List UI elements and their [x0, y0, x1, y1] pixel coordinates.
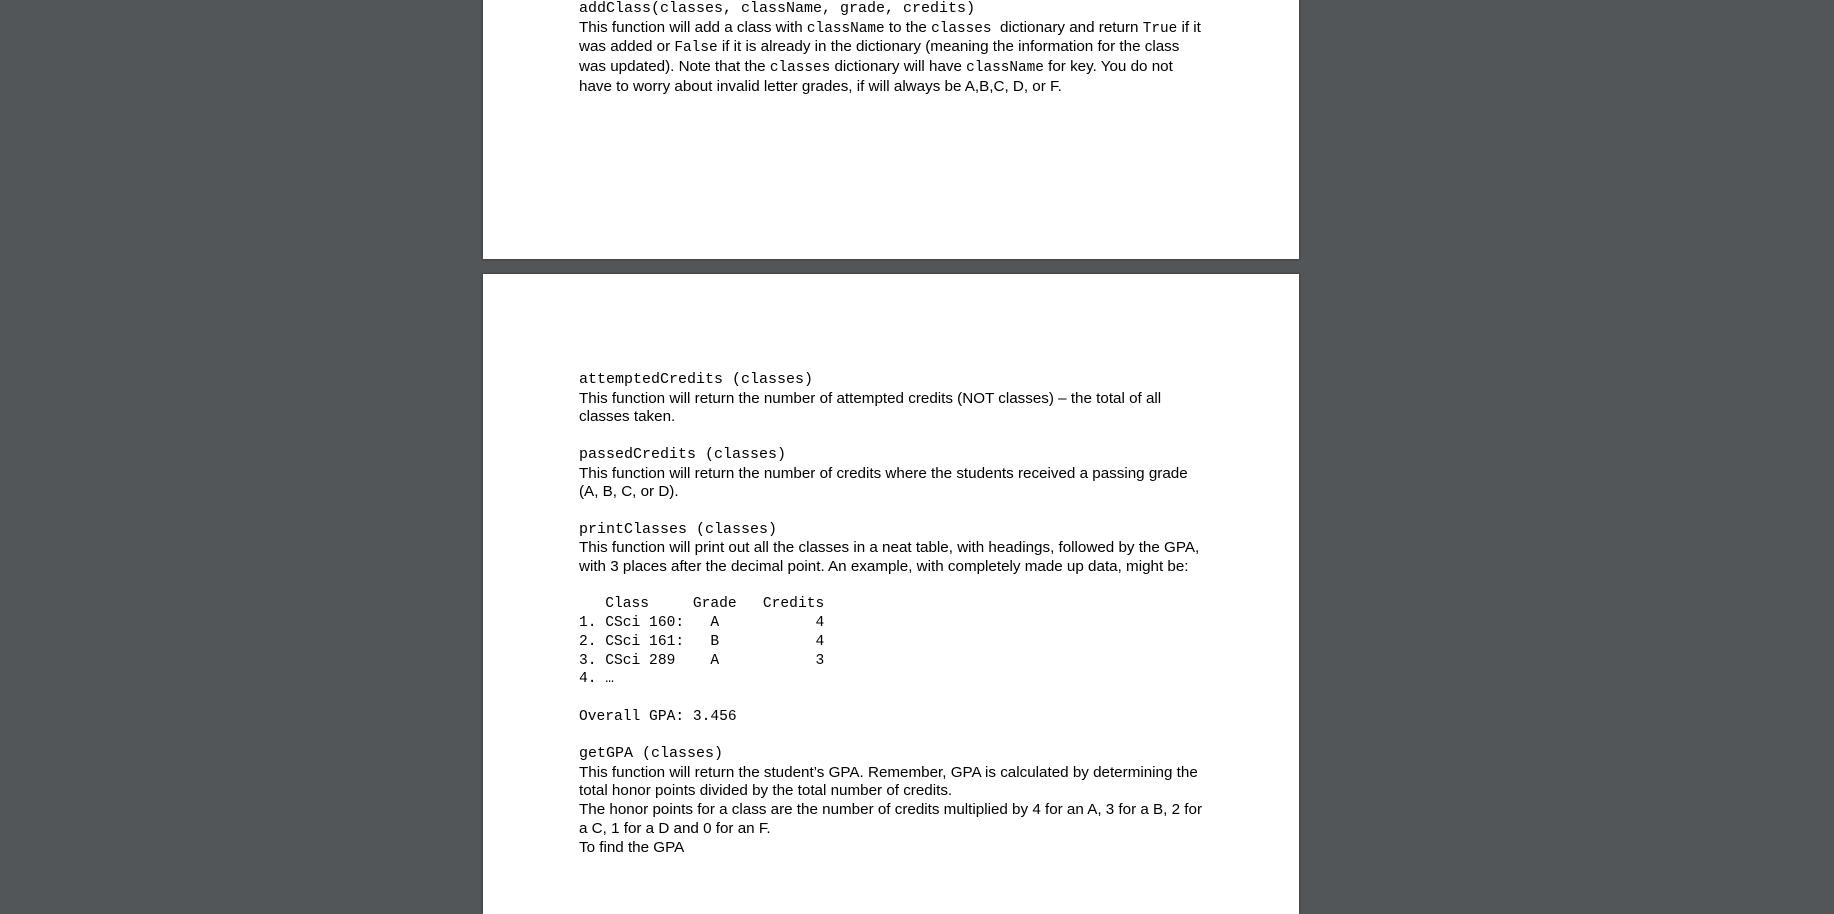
get-gpa-signature: getGPA (classes): [579, 744, 724, 762]
page-2-content: [579, 371, 1209, 857]
attempted-credits-signature: attemptedCredits (classes): [579, 371, 814, 388]
code-run: classes: [769, 60, 831, 77]
spacer: [579, 577, 1209, 596]
passed-credits-description: This function will return the number of credits where the students received a passing grade (A, B, C, or D).: [579, 464, 1188, 501]
attempted-credits-description: This function will return the number of attempted credits (NOT classes) – the total of all classes taken.: [579, 389, 1162, 426]
overall-gpa-line: Overall GPA: 3.456: [579, 708, 737, 725]
find-gpa-text: To find the GPA: [579, 838, 685, 856]
addclass-signature: addClass(classes, className, grade, credits): [579, 0, 976, 17]
get-gpa-description: This function will return the student’s GPA. Remember, GPA is calculated by determining the total honor points divided by the total number of credits.: [579, 763, 1198, 800]
text-run: to the: [884, 18, 932, 36]
spacer: [579, 689, 1209, 708]
code-run: className: [806, 20, 885, 37]
code-run: classes: [931, 20, 992, 37]
passed-credits-signature: passedCredits (classes): [579, 445, 787, 463]
spacer: [579, 502, 1209, 521]
print-classes-description: This function will print out all the classes in a neat table, with headings, followed by the GPA, with 3 places after the decimal point. An example, with completely made up data, might be:: [579, 539, 1200, 575]
document-page-2: [483, 274, 1299, 914]
table-row: 4. …: [579, 671, 615, 688]
code-run: True: [1142, 20, 1178, 37]
text-run: dictionary and return: [991, 18, 1143, 36]
table-row: 1. CSci 160: A 4: [579, 615, 825, 632]
text-run: This function will add a class with: [579, 18, 807, 36]
table-row: 3. CSci 289 A 3: [579, 652, 825, 669]
code-run: False: [674, 40, 718, 57]
table-row: 2. CSci 161: B 4: [579, 633, 825, 650]
code-run: className: [966, 60, 1044, 77]
text-run: if it is already in the dictionary (meaning the information for the class was updated). Note that the: [579, 38, 1180, 76]
document-page-1: [483, 0, 1299, 259]
spacer: [579, 726, 1209, 745]
text-run: dictionary will have: [830, 58, 967, 76]
print-classes-signature: printClasses (classes): [579, 520, 778, 538]
spacer: [579, 427, 1209, 446]
addclass-description: [579, 19, 1209, 97]
page-1-content: [579, 0, 1209, 97]
text-run: if it was added or: [579, 18, 1201, 56]
text-run: for key. You do not have to worry about invalid letter grades, if will always be A,B,C, D, or F.: [579, 58, 1173, 95]
honor-points-description: The honor points for a class are the number of credits multiplied by 4 for an A, 3 for a B, 2 for a C, 1 for a D and 0 for an F.: [579, 801, 1203, 837]
example-table-header: Class Grade Credits: [579, 596, 825, 613]
